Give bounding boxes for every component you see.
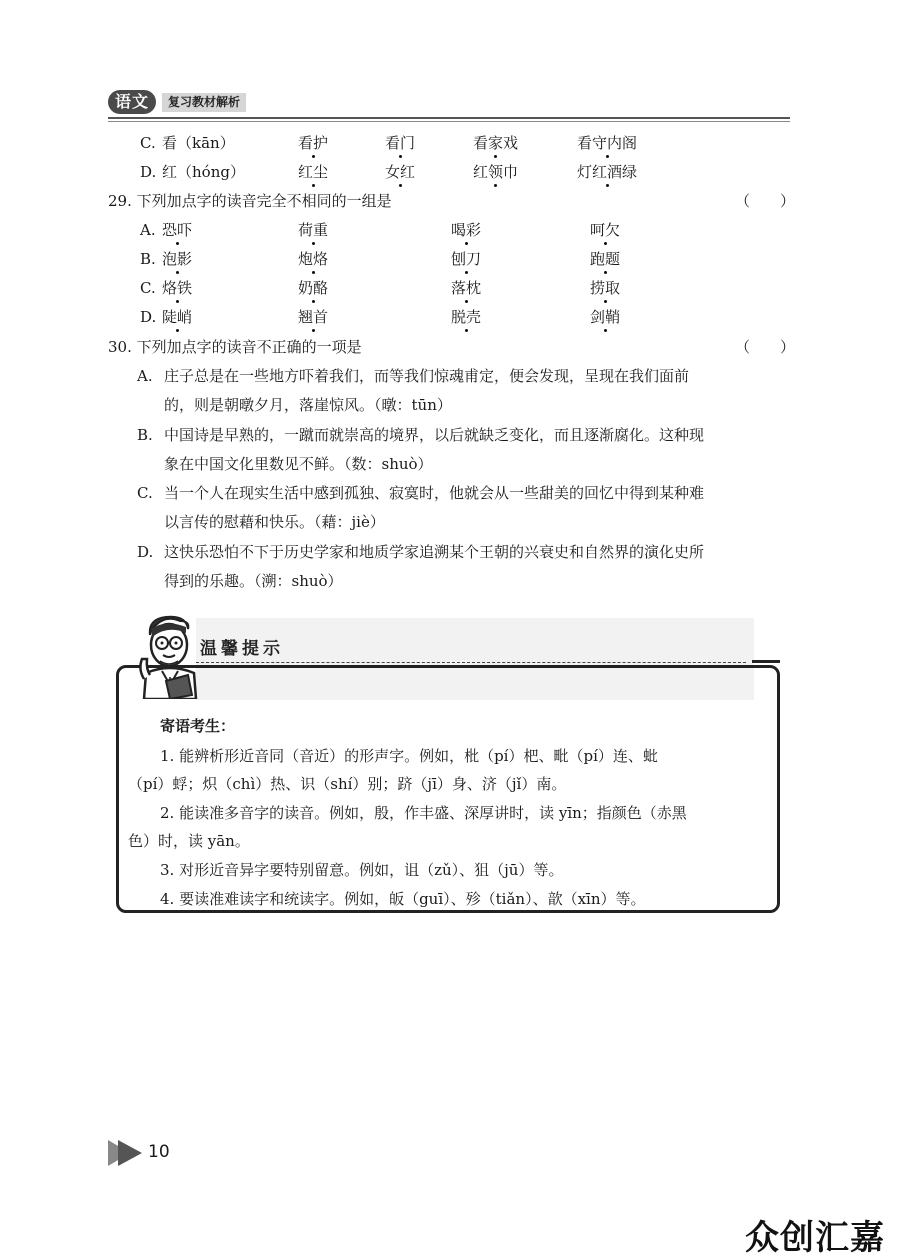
question-30 (108, 337, 362, 357)
word-cell: 荷重 (298, 221, 329, 239)
word-cell: 红领巾 (473, 163, 519, 181)
question-stem: 下列加点字的读音不正确的一项是 (136, 338, 362, 356)
watermark: 众创汇嘉 (745, 1218, 885, 1258)
option-label: B. (140, 250, 156, 268)
word-cell: 炮烙 (298, 250, 329, 268)
word-cell: 刨刀 (451, 250, 482, 268)
header-rule-thin (108, 121, 790, 122)
page-header (108, 90, 790, 116)
option-label: D. (137, 543, 154, 561)
word-cell: 红尘 (298, 163, 329, 181)
option-text-line: 得到的乐趣。（溯：shuò） (164, 572, 343, 590)
word-cell: 翘首 (298, 308, 329, 326)
word-cell: 泡影 (162, 250, 193, 268)
option-text-line: 中国诗是早熟的，一蹴而就崇高的境界，以后就缺乏变化，而且逐渐腐化。这种现 (164, 426, 705, 444)
option-label: C. (137, 484, 153, 502)
word-cell: 捞取 (590, 279, 621, 297)
option-label: C. (140, 134, 156, 152)
question-number: 30. (108, 338, 132, 356)
word-cell: 烙铁 (162, 279, 193, 297)
option-label: A. (140, 221, 156, 239)
option-label: C. (140, 279, 156, 297)
word-cell: 落枕 (451, 279, 482, 297)
word-cell: 看护 (298, 134, 329, 152)
section-title: 复习教材解析 (162, 93, 246, 112)
option-text-line: 以言传的慰藉和快乐。（藉：jiè） (164, 513, 385, 531)
teacher-icon (136, 615, 204, 699)
option-text-line: 这快乐恐怕不下于历史学家和地质学家追溯某个王朝的兴衰史和自然界的演化史所 (164, 543, 705, 561)
option-text-line: 的，则是朝暾夕月，落崖惊风。（暾：tūn） (164, 396, 452, 414)
word-cell: 灯红酒绿 (577, 163, 638, 181)
word-cell: 跑题 (590, 250, 621, 268)
option-label: A. (137, 367, 153, 385)
option-label: D. (140, 308, 157, 326)
word-cell: 喝彩 (451, 221, 482, 239)
subject-badge: 语文 (108, 90, 156, 114)
word-cell: 恐吓 (162, 221, 193, 239)
word-cell: 呵欠 (590, 221, 621, 239)
tips-heading: 寄语考生： (160, 717, 236, 735)
page-number: 10 (148, 1142, 170, 1162)
word-cell: 奶酪 (298, 279, 329, 297)
option-head: 看（kān） (162, 134, 235, 152)
answer-blank: （ ） (735, 192, 796, 210)
tips-dashed-rule (196, 662, 746, 663)
option-text-line: 庄子总是在一些地方吓着我们，而等我们惊魂甫定，便会发现，呈现在我们面前 (164, 367, 690, 385)
tips-line: （pí）蜉；炽（chì）热、识（shí）别；跻（jī）身、济（jǐ）南。 (128, 775, 567, 793)
option-head: 红（hóng） (162, 163, 245, 181)
word-cell: 脱壳 (451, 308, 482, 326)
word-cell: 看家戏 (473, 134, 519, 152)
tips-line: 3. 对形近音异字要特别留意。例如，诅（zǔ）、狙（jū）等。 (160, 861, 564, 879)
word-cell: 看守内阁 (577, 134, 638, 152)
word-cell: 看门 (385, 134, 416, 152)
question-number: 29. (108, 192, 132, 210)
question-29 (108, 191, 392, 211)
option-text-line: 象在中国文化里数见不鲜。（数：shuò） (164, 455, 433, 473)
question-stem: 下列加点字的读音完全不相同的一组是 (136, 192, 392, 210)
option-label: D. (140, 163, 157, 181)
tips-rule-end (752, 660, 780, 663)
word-cell: 剑鞘 (590, 308, 621, 326)
header-rule (108, 117, 790, 119)
word-cell: 女红 (385, 163, 416, 181)
tips-line: 4. 要读准难读字和统读字。例如，皈（guī）、殄（tiǎn）、歆（xīn）等。 (160, 890, 646, 908)
page-arrow-icon (108, 1140, 142, 1166)
answer-blank: （ ） (735, 338, 796, 356)
word-cell: 陡峭 (162, 308, 193, 326)
tips-title: 温馨提示 (200, 639, 284, 659)
option-label: B. (137, 426, 153, 444)
option-text-line: 当一个人在现实生活中感到孤独、寂寞时，他就会从一些甜美的回忆中得到某种难 (164, 484, 705, 502)
tips-line: 色）时，读 yān。 (128, 832, 250, 850)
tips-line: 1. 能辨析形近音同（音近）的形声字。例如，枇（pí）杷、毗（pí）连、蚍 (160, 747, 658, 765)
tips-line: 2. 能读准多音字的读音。例如，殷，作丰盛、深厚讲时，读 yīn；指颜色（赤黑 (160, 804, 687, 822)
